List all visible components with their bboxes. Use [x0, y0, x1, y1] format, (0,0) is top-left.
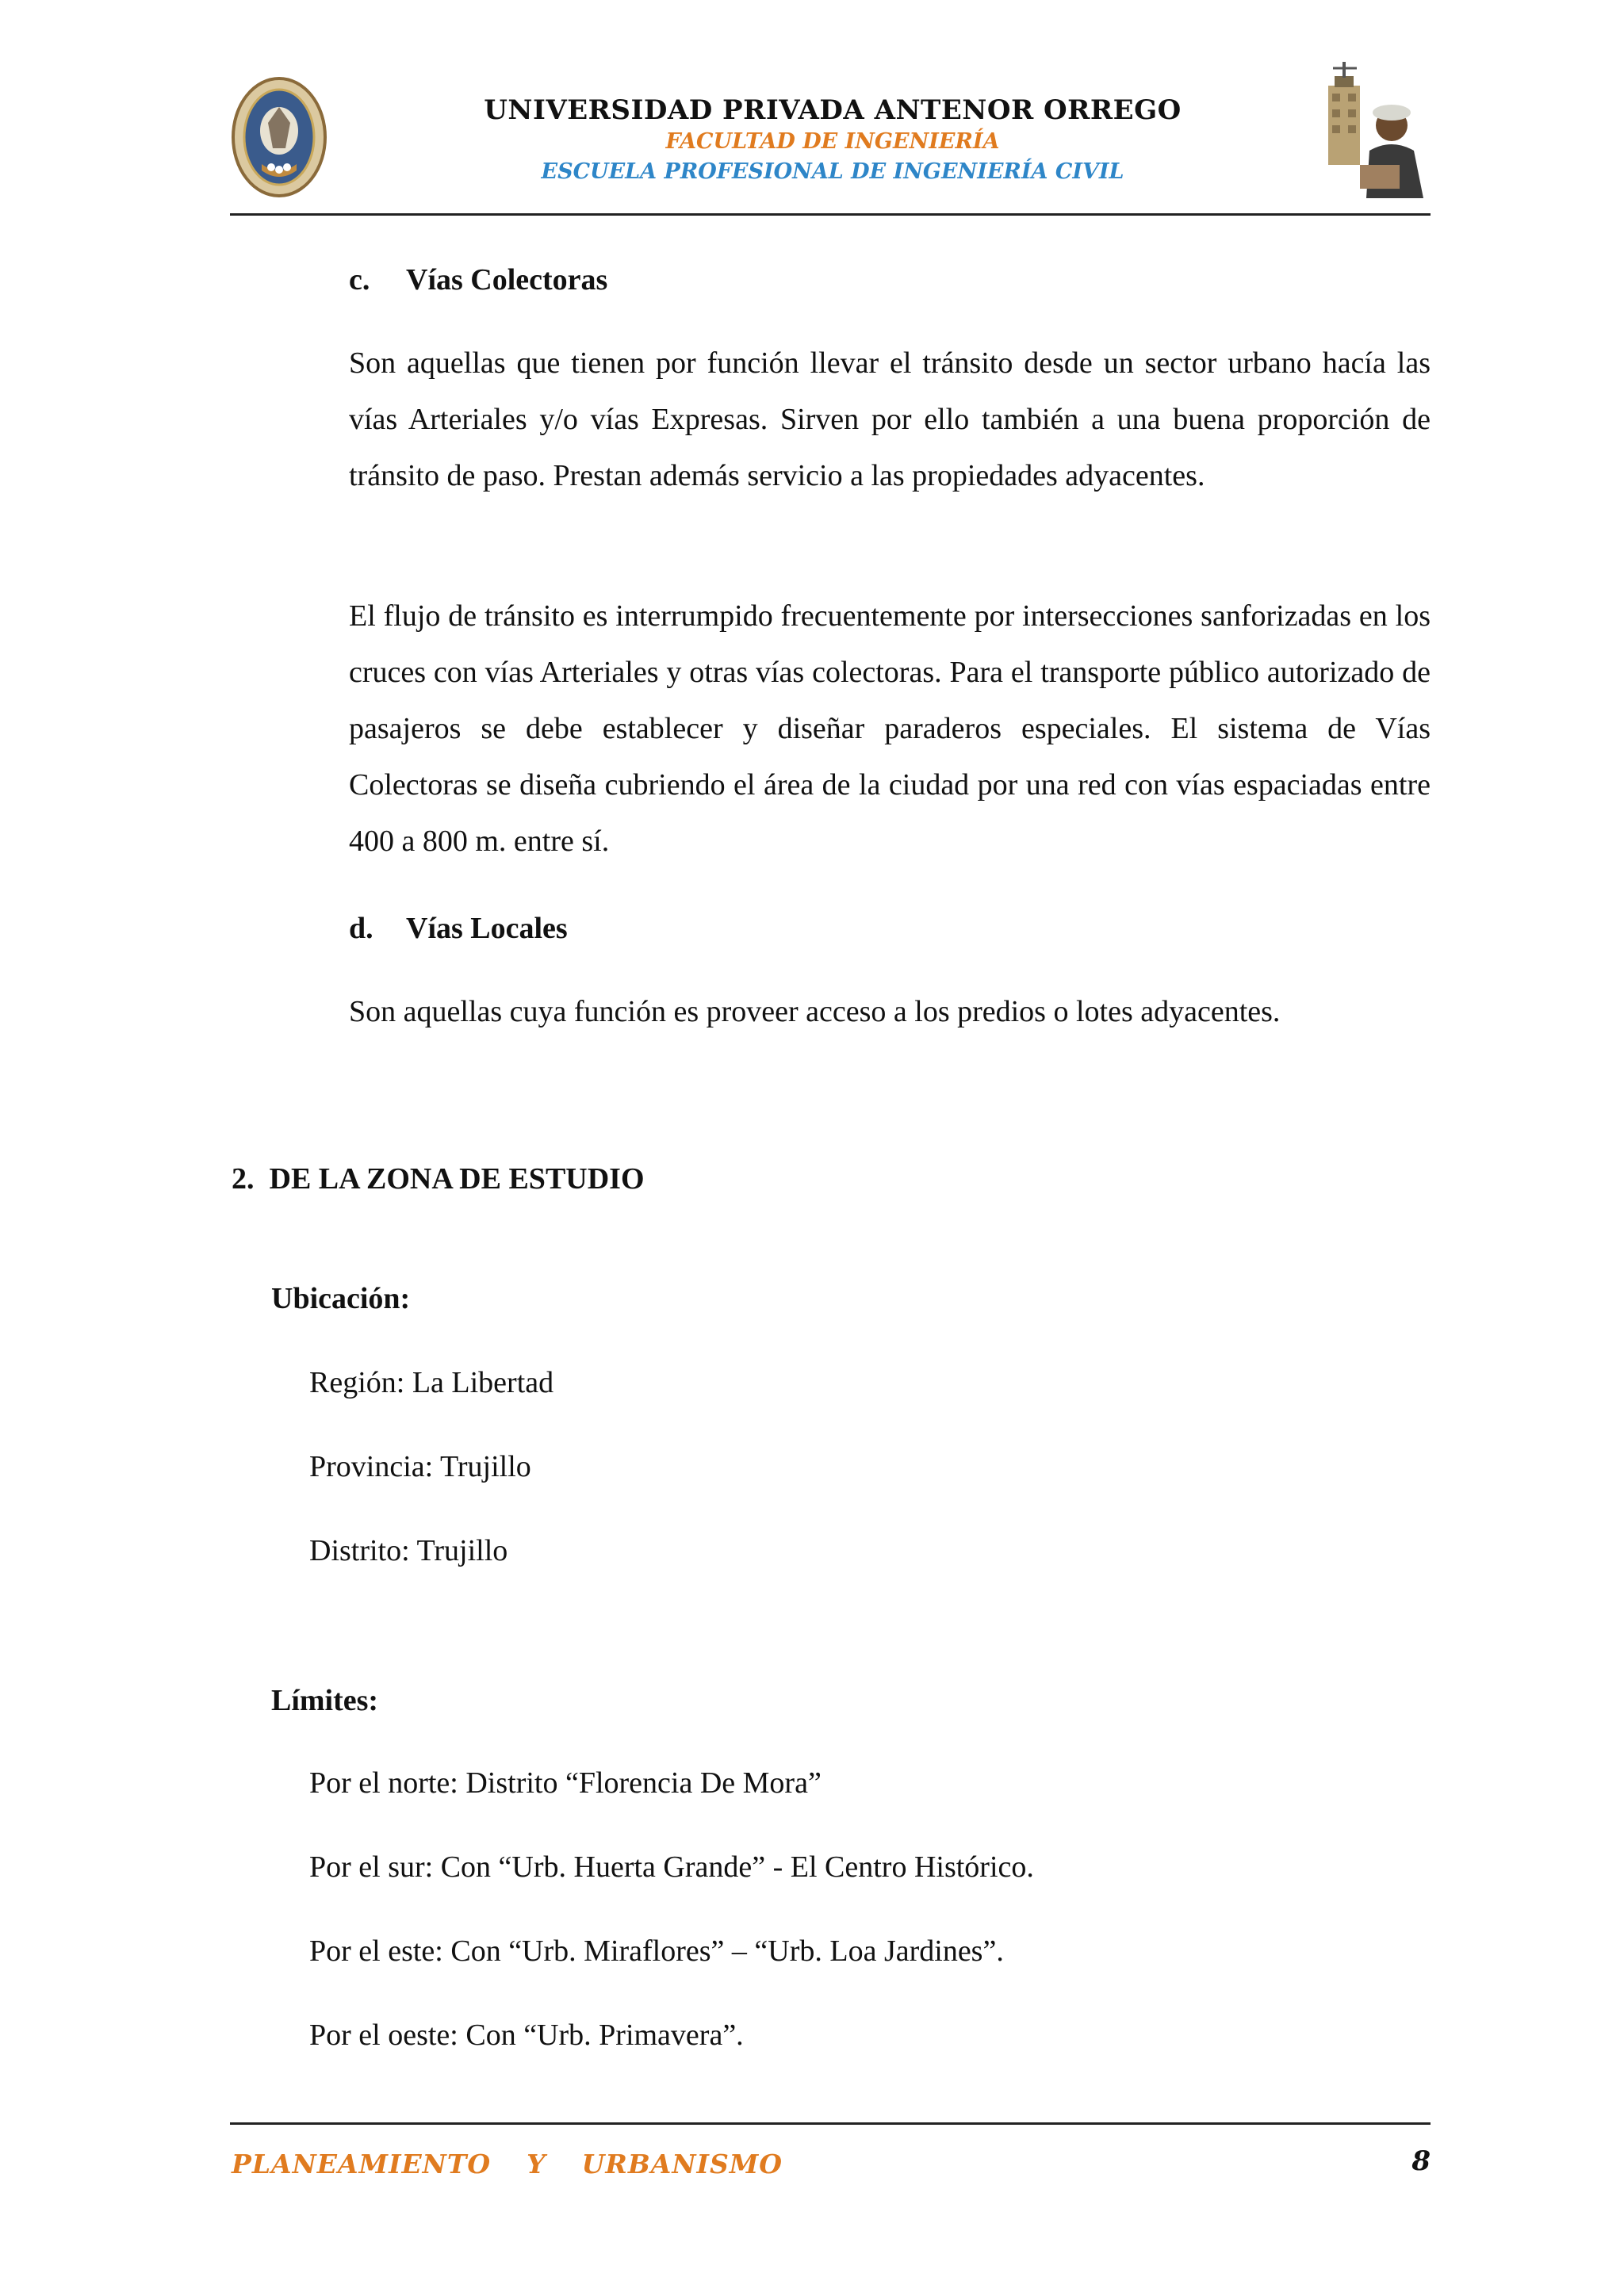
limites-item-oeste: Por el oeste: Con “Urb. Primavera”.	[309, 2019, 744, 2052]
footer-course-name: PLANEAMIENTO Y URBANISMO	[232, 2149, 783, 2179]
school-name: ESCUELA PROFESIONAL DE INGENIERÍA CIVIL	[541, 159, 1124, 184]
section-c-label: c.	[349, 263, 370, 297]
limites-item-sur: Por el sur: Con “Urb. Huerta Grande” - El Centro Histórico.	[309, 1850, 1034, 1884]
limites-item-este: Por el este: Con “Urb. Miraflores” – “Urb. Loa Jardines”.	[309, 1934, 1004, 1968]
section-d-paragraph-1: Son aquellas cuya función es proveer acceso a los predios o lotes adyacentes.	[349, 995, 1281, 1028]
ubicacion-item-provincia: Provincia: Trujillo	[309, 1450, 531, 1483]
section-c-paragraph-1: Son aquellas que tienen por función llevar el tránsito desde un sector urbano hacía las vías Arteriales y/o vías Expresas. Sirven por ello también a una buena proporción de tránsito de paso. Prestan además servicio a las propiedades adyacentes.	[349, 346, 1431, 492]
section-d-heading	[349, 901, 568, 957]
limites-item-norte: Por el norte: Distrito “Florencia De Mora”	[309, 1766, 822, 1800]
section-d-title: Vías Locales	[406, 912, 568, 945]
section-c-title: Vías Colectoras	[406, 263, 608, 297]
header-titles	[349, 94, 1316, 187]
university-seal-icon	[230, 75, 329, 198]
page-number: 8	[1411, 2145, 1431, 2177]
section-c-paragraph-2: El flujo de tránsito es interrumpido frecuentemente por intersecciones sanforizadas en los cruces con vías Arteriales y otras vías colectoras. Para el transporte público autorizado de pasajeros se debe establecer y diseñar paraderos especiales. El sistema de Vías Colectoras se diseña cubriendo el área de la ciudad por una red con vías espaciadas entre 400 a 800 m. entre sí.	[349, 599, 1431, 858]
civil-engineering-emblem-icon	[1312, 62, 1435, 198]
section-c-heading	[349, 252, 607, 308]
section-d-label: d.	[349, 912, 373, 945]
ubicacion-item-distrito: Distrito: Trujillo	[309, 1534, 508, 1567]
university-name: UNIVERSIDAD PRIVADA ANTENOR ORREGO	[484, 94, 1182, 126]
header-divider	[230, 213, 1431, 216]
footer-divider	[230, 2122, 1431, 2125]
limites-title: Límites:	[271, 1684, 379, 1717]
section-2-heading: 2. DE LA ZONA DE ESTUDIO	[232, 1162, 645, 1196]
ubicacion-item-region: Región: La Libertad	[309, 1366, 554, 1399]
faculty-name: FACULTAD DE INGENIERÍA	[665, 129, 1000, 154]
ubicacion-title: Ubicación:	[271, 1282, 411, 1315]
